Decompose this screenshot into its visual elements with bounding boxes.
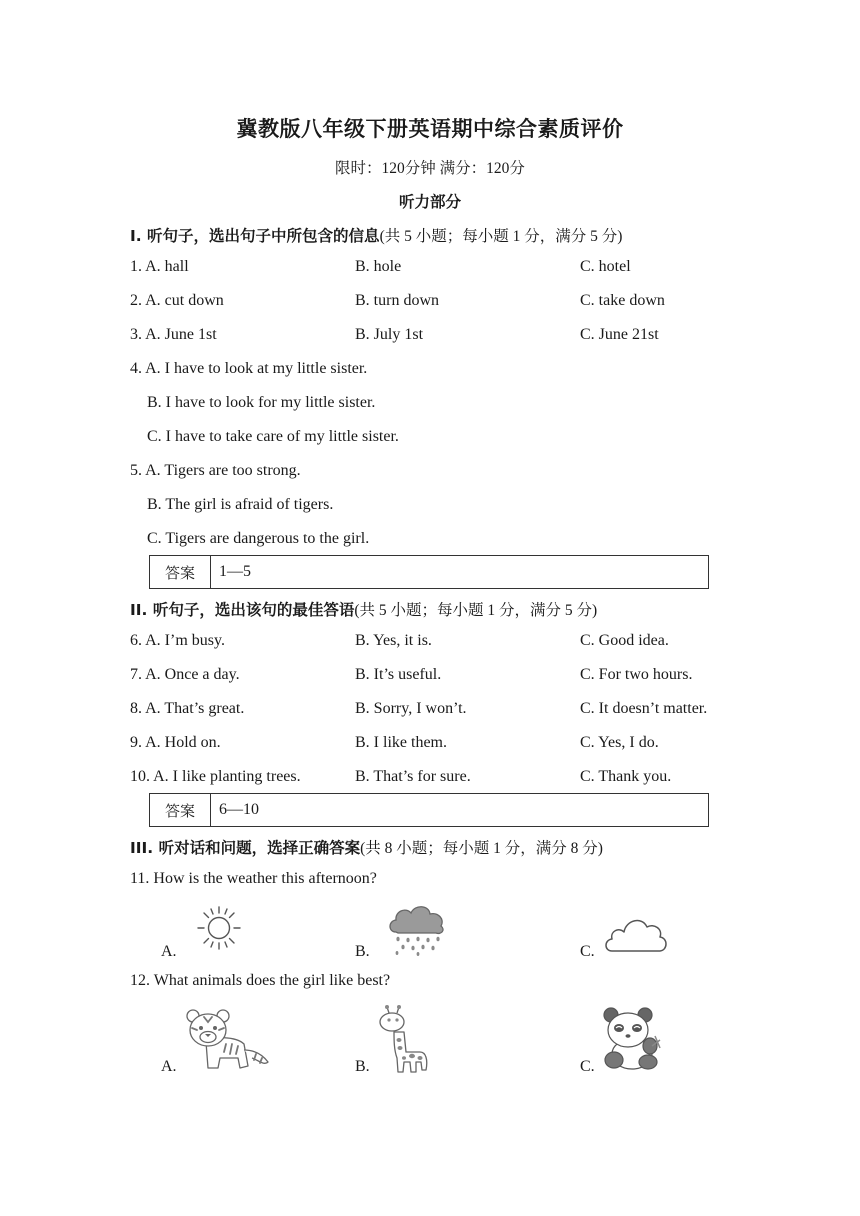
q2-option-b: B. turn down: [355, 292, 439, 309]
tiger-icon: [184, 1006, 274, 1074]
q6-option-a: 6. A. I’m busy.: [130, 632, 225, 649]
q4-option-b: B. I have to look for my little sister.: [147, 394, 376, 411]
section-heading-2: [130, 598, 597, 620]
q10-option-c: C. Thank you.: [580, 768, 672, 785]
q11-label-a: A.: [161, 943, 177, 960]
q5-option-c: C. Tigers are dangerous to the girl.: [147, 530, 370, 547]
cloud-icon: [602, 914, 670, 956]
q12-question: 12. What animals does the girl like best?: [130, 972, 391, 989]
q3-option-b: B. July 1st: [355, 326, 424, 343]
q7-option-c: C. For two hours.: [580, 666, 693, 683]
q12-label-c: C.: [580, 1058, 595, 1075]
q7-option-b: B. It’s useful.: [355, 666, 442, 683]
answer-range[interactable]: 1—5: [219, 563, 251, 580]
section-heading-3: [130, 836, 603, 858]
section-title: II. 听句子，选出该句的最佳答语: [130, 601, 355, 619]
part-heading: 听力部分: [398, 193, 461, 211]
q5-option-b: B. The girl is afraid of tigers.: [147, 496, 334, 513]
q6-option-b: B. Yes, it is.: [355, 632, 432, 649]
answer-label: 答案: [150, 556, 211, 588]
q12-label-a: A.: [161, 1058, 177, 1075]
q4-option-c: C. I have to take care of my little sister.: [147, 428, 399, 445]
q6-option-c: C. Good idea.: [580, 632, 669, 649]
q9-option-b: B. I like them.: [355, 734, 447, 751]
q10-option-b: B. That’s for sure.: [355, 768, 471, 785]
q5-option-a: 5. A. Tigers are too strong.: [130, 462, 301, 479]
q9-option-a: 9. A. Hold on.: [130, 734, 221, 751]
q7-option-a: 7. A. Once a day.: [130, 666, 240, 683]
section-title: III. 听对话和问题，选择正确答案: [130, 839, 361, 857]
panda-icon: [600, 1006, 664, 1072]
q9-option-c: C. Yes, I do.: [580, 734, 659, 751]
q8-option-c: C. It doesn’t matter.: [580, 700, 708, 717]
q3-option-a: 3. A. June 1st: [130, 326, 217, 343]
q3-option-c: C. June 21st: [580, 326, 659, 343]
section-heading-1: [130, 224, 622, 246]
q11-question: 11. How is the weather this afternoon?: [130, 870, 377, 887]
section-scoring: (共 5 小题；每小题 1 分，满分 5 分): [354, 602, 598, 619]
q4-option-a: 4. A. I have to look at my little sister.: [130, 360, 368, 377]
q1-option-c: C. hotel: [580, 258, 631, 275]
rain-cloud-icon: [386, 902, 448, 956]
q12-label-b: B.: [355, 1058, 370, 1075]
q8-option-a: 8. A. That’s great.: [130, 700, 245, 717]
q1-option-a: 1. A. hall: [130, 258, 189, 275]
giraffe-icon: [376, 1006, 434, 1076]
q11-label-c: C.: [580, 943, 595, 960]
q10-option-a: 10. A. I like planting trees.: [130, 768, 301, 785]
q2-option-c: C. take down: [580, 292, 665, 309]
page-title: 冀教版八年级下册英语期中综合素质评价: [236, 117, 624, 141]
answer-box-2: [149, 793, 709, 827]
answer-range[interactable]: 6—10: [219, 801, 259, 818]
answer-box-1: [149, 555, 709, 589]
exam-info: 限时：120分钟 满分：120分: [335, 160, 525, 177]
section-scoring: (共 5 小题；每小题 1 分，满分 5 分): [379, 228, 623, 245]
sun-icon: [194, 905, 244, 951]
section-scoring: (共 8 小题；每小题 1 分，满分 8 分): [360, 840, 603, 857]
answer-label: 答案: [150, 794, 211, 826]
q11-label-b: B.: [355, 943, 370, 960]
section-title: I. 听句子，选出句子中所包含的信息: [130, 227, 380, 245]
q1-option-b: B. hole: [355, 258, 402, 275]
q2-option-a: 2. A. cut down: [130, 292, 224, 309]
q8-option-b: B. Sorry, I won’t.: [355, 700, 467, 717]
